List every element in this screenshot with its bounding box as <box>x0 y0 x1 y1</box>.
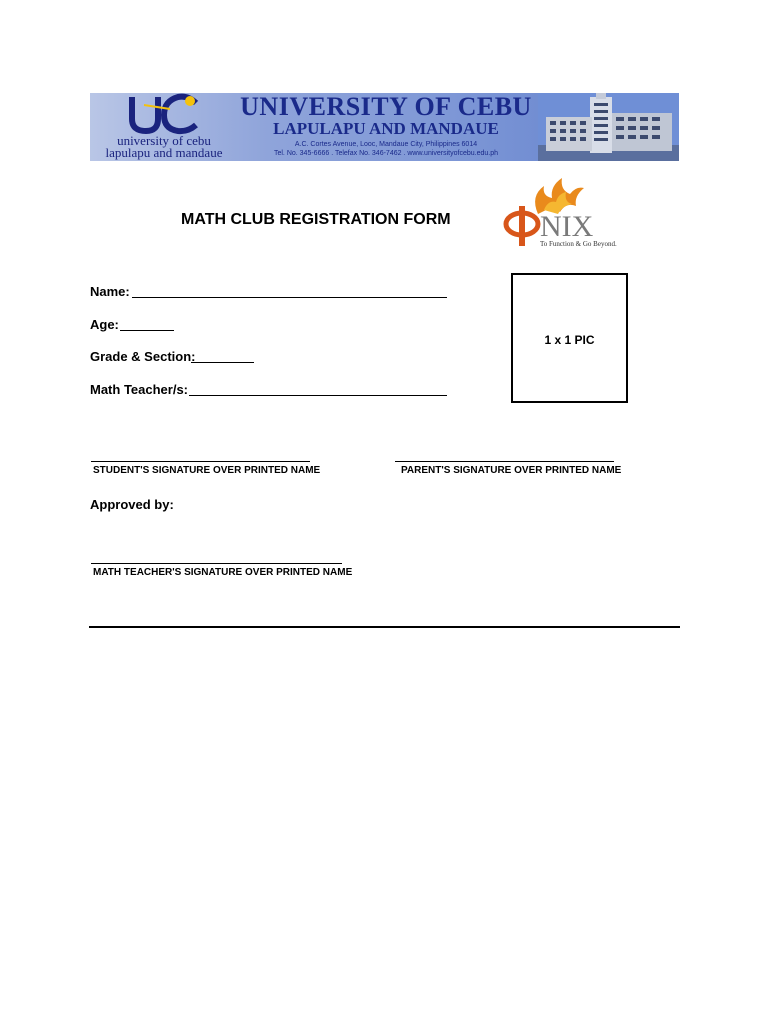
age-field[interactable] <box>120 330 174 331</box>
address-line1: A.C. Cortes Avenue, Looc, Mandaue City, Philippines 6014 <box>294 141 478 148</box>
campus-building-image <box>538 93 679 161</box>
student-signature-caption: STUDENT'S SIGNATURE OVER PRINTED NAME <box>93 465 321 476</box>
name-label: Name: <box>90 284 130 299</box>
university-banner <box>90 93 679 161</box>
onix-wordmark: NIX <box>540 210 594 243</box>
math-teacher-label: Math Teacher/s: <box>90 382 189 397</box>
teacher-signature-caption: MATH TEACHER'S SIGNATURE OVER PRINTED NAME <box>93 567 353 578</box>
parent-signature-caption: PARENT'S SIGNATURE OVER PRINTED NAME <box>401 465 622 476</box>
name-field[interactable] <box>132 297 447 298</box>
bottom-divider <box>89 626 680 628</box>
grade-section-field[interactable] <box>191 362 254 363</box>
university-address <box>238 140 534 158</box>
student-signature-line[interactable] <box>91 461 310 462</box>
grade-section-label: Grade & Section: <box>90 349 196 364</box>
age-label: Age: <box>90 317 119 332</box>
photo-box-label: 1 x 1 PIC <box>544 333 595 347</box>
uc-logo-line2: lapulapu and mandaue <box>105 145 223 160</box>
math-teacher-field[interactable] <box>189 395 447 396</box>
parent-signature-line[interactable] <box>395 461 614 462</box>
teacher-signature-line[interactable] <box>91 563 342 564</box>
university-subtitle: LAPULAPU AND MANDAUE <box>273 119 499 138</box>
address-line2: Tel. No. 345-6666 . Telefax No. 346-7462 . www.universityofcebu.edu.ph <box>273 150 498 157</box>
uc-logo-line1: university of cebu <box>117 133 211 148</box>
approved-by-label: Approved by: <box>90 497 174 512</box>
onix-tagline: To Function & Go Beyond. <box>540 240 617 248</box>
university-title: UNIVERSITY OF CEBU <box>240 93 532 121</box>
form-title: MATH CLUB REGISTRATION FORM <box>181 211 451 228</box>
uc-logo <box>94 93 234 161</box>
photo-box <box>511 273 628 403</box>
uc-monogram-icon <box>124 93 204 135</box>
